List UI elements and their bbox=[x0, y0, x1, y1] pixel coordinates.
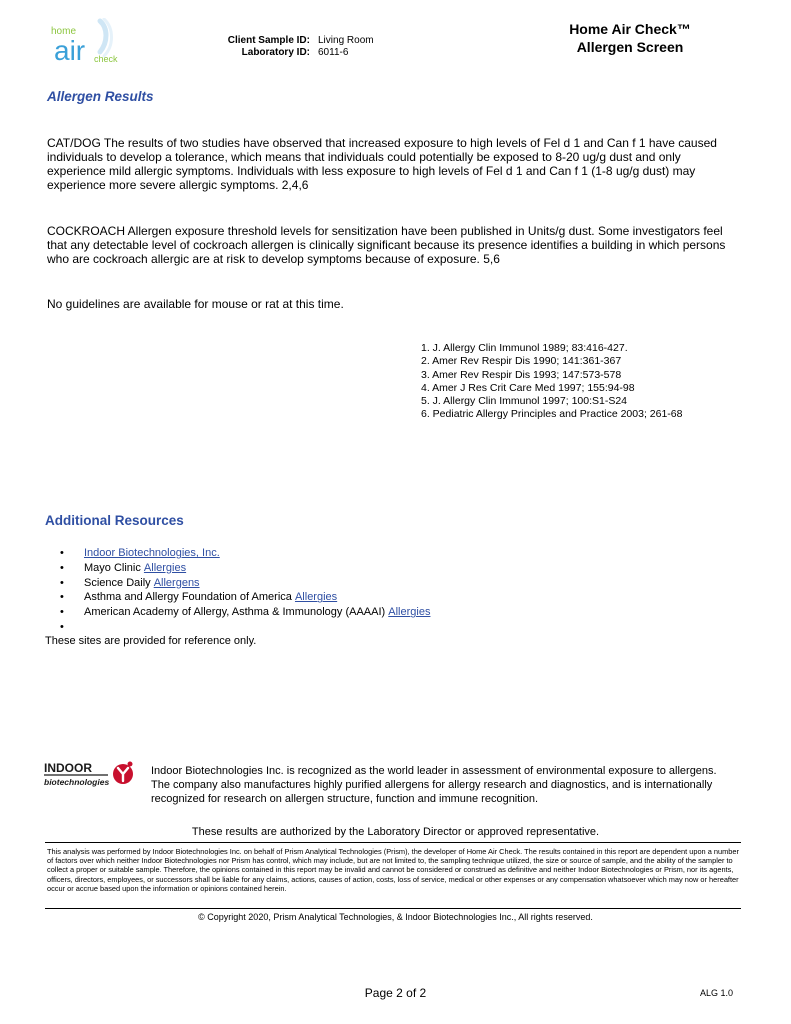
resource-item-empty bbox=[60, 620, 430, 635]
reference-item: 4. Amer J Res Crit Care Med 1997; 155:94-98 bbox=[421, 381, 635, 394]
reference-item: 1. J. Allergy Clin Immunol 1989; 83:416-427. bbox=[421, 342, 628, 354]
resource-link-science-daily[interactable]: Allergens bbox=[153, 576, 200, 589]
disclaimer: This analysis was performed by Indoor Biotechnologies Inc. on behalf of Prism Analytical Technologies (Prism), the developer of Home Air Check. The results contained in this report are dependent upon a number of factors over which neither Indoor Biotechnologies nor Prism has control, which may include, but are not limited to, the sampling technique utilized, the size or source of sample, and the ability of the sampler to collect a proper or suitable sample. Therefore, the opinions contained in this report may be invalid and cannot be considered or construed as definitive and neither Indoor Biotechnologies or Prism, nor its agents, officers, directors, employees, or successors shall be liable for any claims, actions, causes of action, costs, loss of service, medical or other expenses or any compensation whatsoever which may now or hereafter occur or accrue based upon the information or opinions contained herein. bbox=[47, 847, 739, 893]
bullet: • bbox=[60, 547, 64, 559]
references-list bbox=[421, 342, 682, 422]
divider-top bbox=[45, 842, 741, 843]
client-sample-label: Client Sample ID: bbox=[227, 35, 310, 46]
resource-link-aaaai[interactable]: Allergies bbox=[388, 606, 431, 619]
resource-item bbox=[60, 546, 430, 561]
client-sample-value: Living Room bbox=[318, 35, 374, 46]
divider-bottom bbox=[45, 908, 741, 909]
bullet: • bbox=[60, 576, 64, 589]
reference-item: 2. Amer Rev Respir Dis 1990; 141:361-367 bbox=[421, 355, 622, 368]
logo-home-text: home bbox=[51, 26, 77, 37]
resource-item bbox=[60, 605, 430, 620]
version-label: ALG 1.0 bbox=[700, 988, 734, 998]
mouse-rat-paragraph: No guidelines are available for mouse or rat at this time. bbox=[47, 297, 344, 311]
reference-item: 3. Amer Rev Respir Dis 1993; 147:573-578 bbox=[421, 368, 622, 381]
bullet: • bbox=[60, 620, 64, 633]
indoor-biotechnologies-logo bbox=[44, 760, 136, 790]
bullet: • bbox=[60, 591, 64, 604]
cockroach-paragraph: COCKROACH Allergen exposure threshold levels for sensitization have been published in Units/g dust. Some investigators feel that any detectable level of cockroach allergen is clinically significant because its presence identifies a building in which persons who are cockroach allergic are at risk to develop symptoms because of exposure. 5,6 bbox=[47, 224, 726, 266]
page-number: Page 2 of 2 bbox=[364, 986, 427, 1000]
lab-id-label: Laboratory ID: bbox=[241, 47, 310, 58]
logo-check-text: check bbox=[94, 54, 118, 64]
reference-item: 6. Pediatric Allergy Principles and Practice 2003; 261-68 bbox=[421, 408, 683, 421]
report-title bbox=[525, 20, 735, 56]
company-description: Indoor Biotechnologies Inc. is recognized as the world leader in assessment of environmental exposure to allergens. The company also manufactures highly purified allergens for allergy research and diagnostics, and is internationally recognized for research on allergen structure, function and immune recognition. bbox=[151, 765, 717, 805]
additional-resources-heading: Additional Resources bbox=[45, 513, 184, 528]
copyright: © Copyright 2020, Prism Analytical Technologies, & Indoor Biotechnologies Inc., All rights reserved. bbox=[198, 912, 593, 922]
resources-note: These sites are provided for reference only. bbox=[45, 635, 257, 647]
indoor-logo-main: INDOOR bbox=[44, 761, 92, 775]
allergen-results-heading: Allergen Results bbox=[47, 89, 154, 104]
home-air-check-logo bbox=[48, 18, 128, 66]
resource-link-aafa[interactable]: Allergies bbox=[294, 591, 338, 604]
resource-link-mayo-clinic[interactable]: Allergies bbox=[143, 561, 187, 574]
sample-info bbox=[180, 35, 374, 59]
bullet: • bbox=[60, 561, 64, 574]
authorization-statement: These results are authorized by the Laboratory Director or approved representative. bbox=[191, 826, 600, 838]
resource-prefix: American Academy of Allergy, Asthma & Immunology (AAAAI) bbox=[84, 606, 386, 619]
report-title-line2: Allergen Screen bbox=[576, 39, 684, 55]
catdog-paragraph: CAT/DOG The results of two studies have observed that increased exposure to high levels of Fel d 1 and Can f 1 have caused individuals to develop a tolerance, which means that individuals could potentially be exposed to 8-20 ug/g dust and only experience mild allergic symptoms. Individuals with less exposure to high levels of Fel d 1 and Can f 1 (1-8 ug/g dust) may experience more severe allergic symptoms. 2,4,6 bbox=[47, 136, 717, 192]
resource-prefix: Asthma and Allergy Foundation of America bbox=[84, 591, 292, 604]
bullet: • bbox=[60, 606, 64, 619]
resource-item bbox=[60, 561, 430, 576]
indoor-logo-sub: biotechnologies bbox=[44, 777, 110, 787]
reference-item: 5. J. Allergy Clin Immunol 1997; 100:S1-S24 bbox=[421, 395, 628, 408]
report-title-line1: Home Air Check™ bbox=[569, 21, 691, 37]
resource-item bbox=[60, 590, 430, 605]
resource-prefix: Mayo Clinic bbox=[84, 561, 141, 574]
resource-prefix: Science Daily bbox=[84, 576, 151, 589]
resource-link-indoor-biotechnologies[interactable]: Indoor Biotechnologies, Inc. bbox=[84, 547, 220, 559]
lab-id-value: 6011-6 bbox=[318, 47, 349, 58]
resources-list bbox=[60, 546, 430, 635]
logo-air-text: air bbox=[54, 35, 86, 66]
resource-item bbox=[60, 576, 430, 591]
